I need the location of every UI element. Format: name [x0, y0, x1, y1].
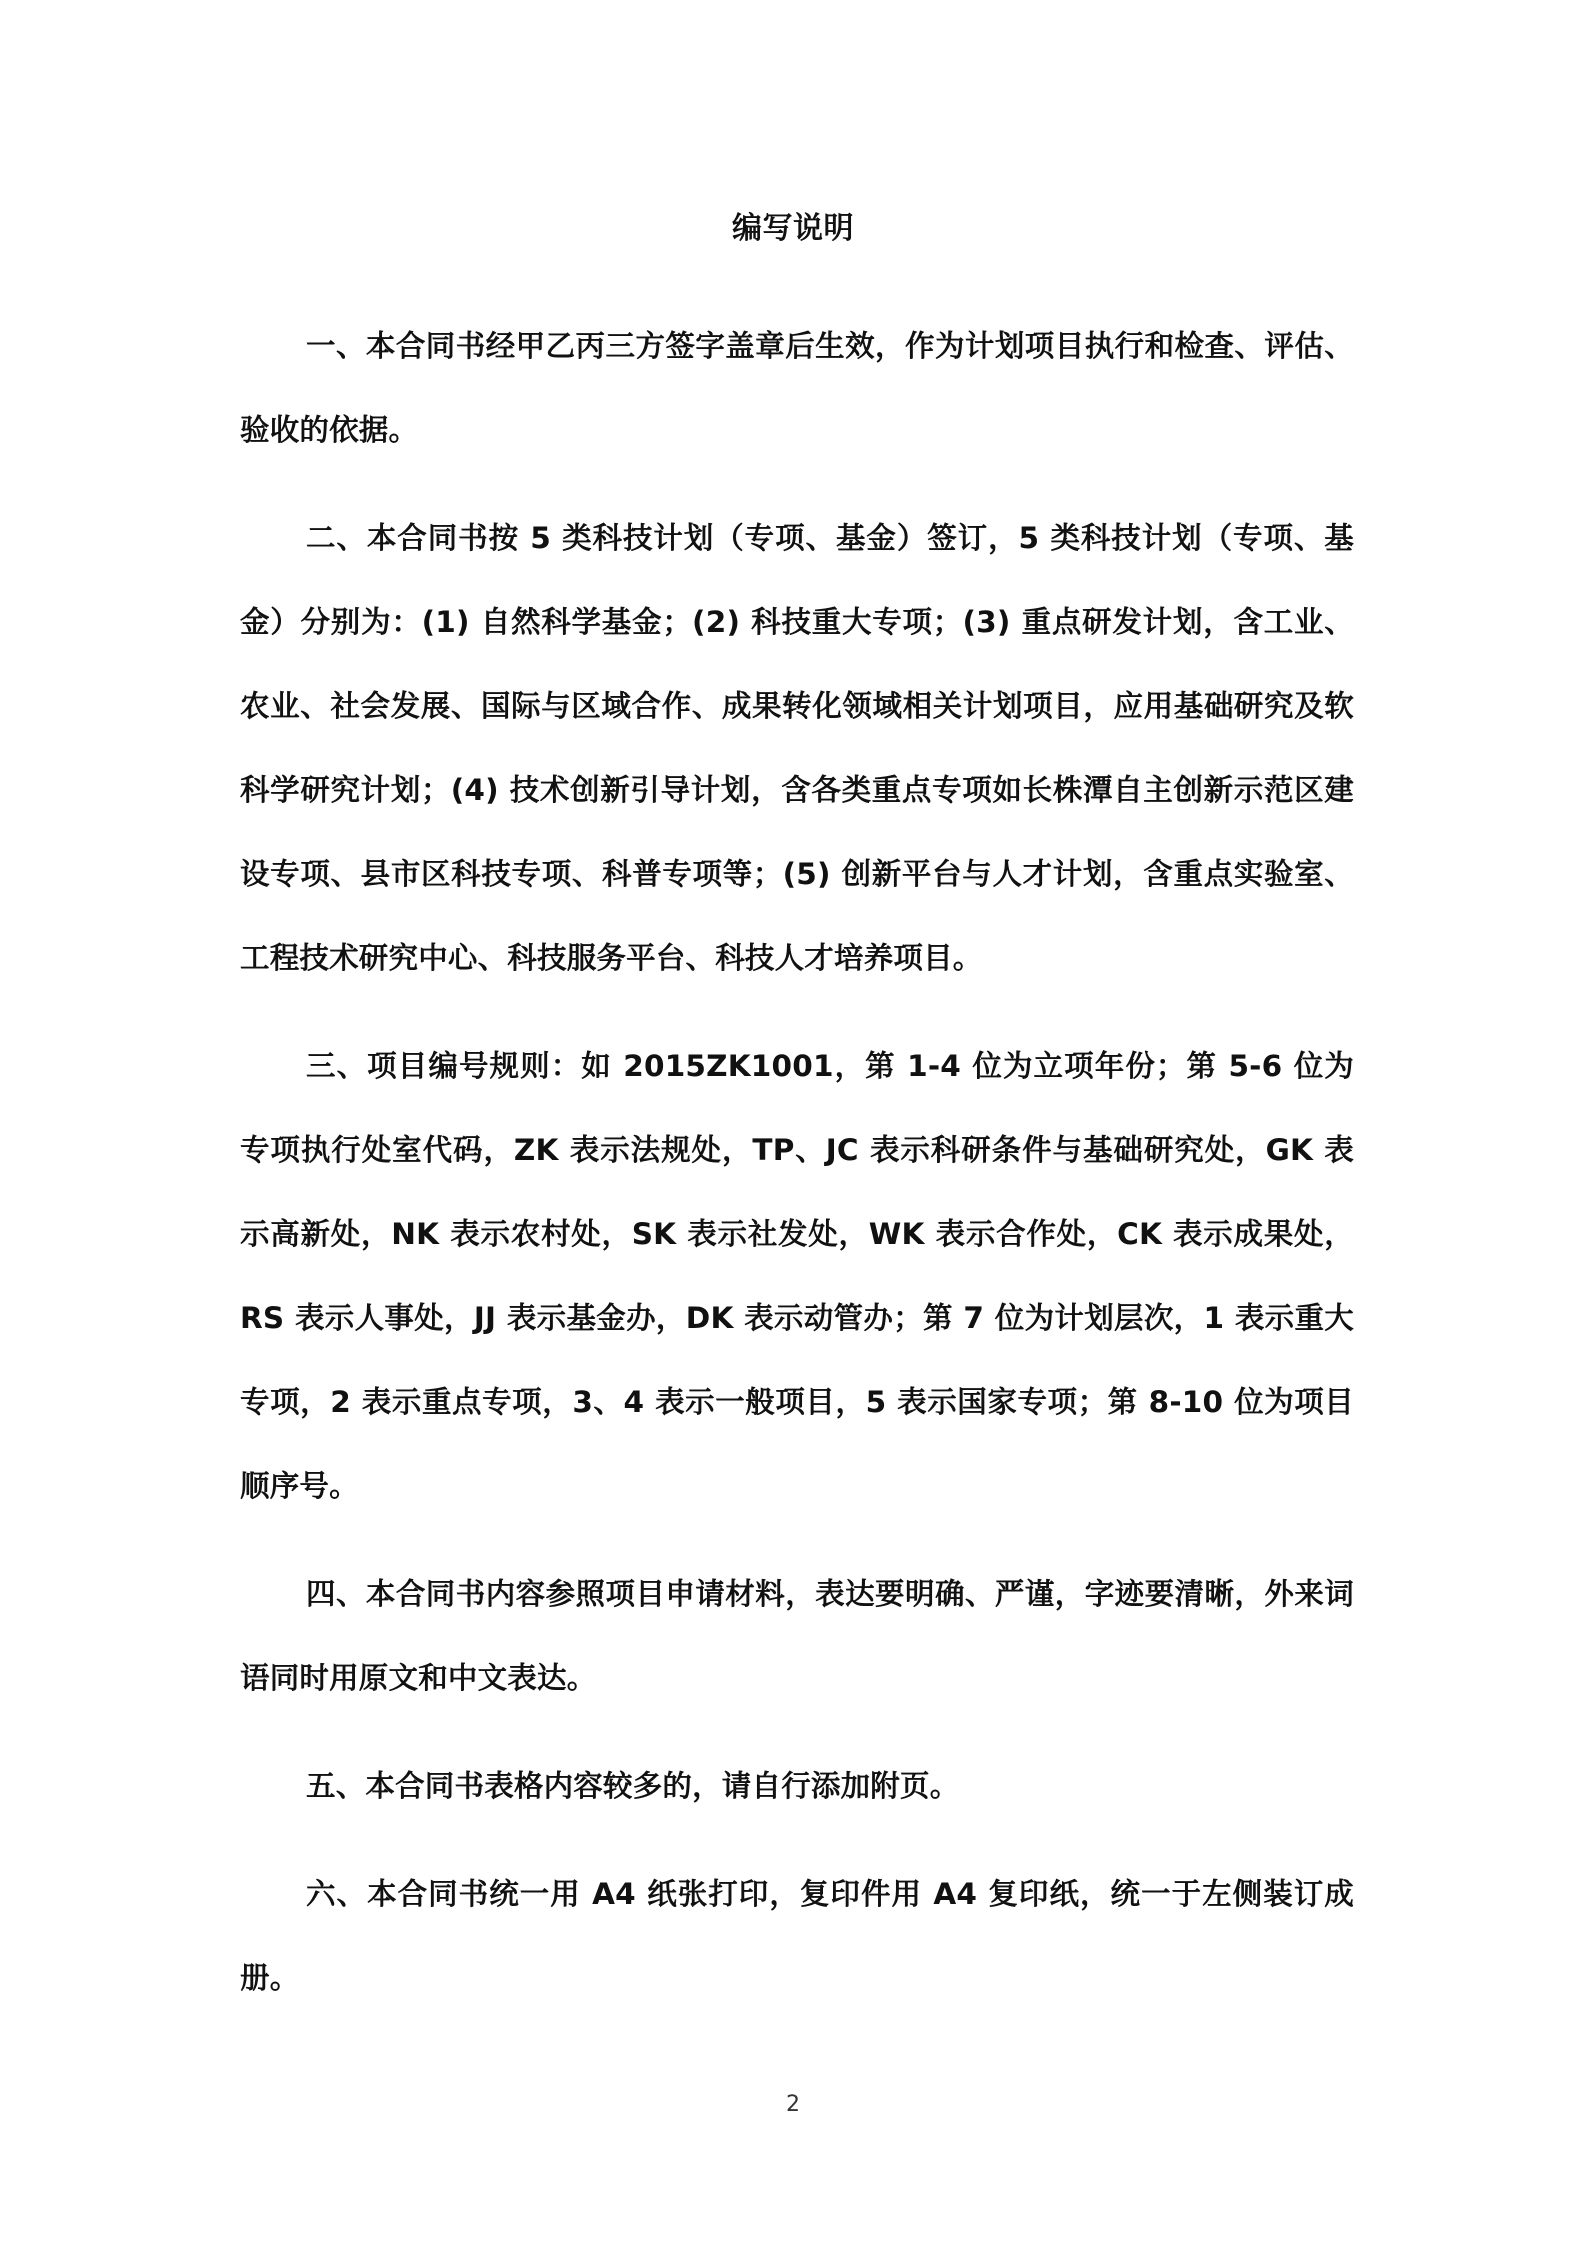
- document-body: [240, 304, 1354, 2044]
- page-title: 编写说明: [732, 211, 854, 246]
- paragraph-4: 四、本合同书内容参照项目申请材料，表达要明确、严谨，字迹要清晰，外来词语同时用原文和中文表达。: [240, 1577, 1354, 1695]
- paragraph-1: 一、本合同书经甲乙丙三方签字盖章后生效，作为计划项目执行和检查、评估、验收的依据。: [240, 329, 1354, 447]
- paragraph-5: 五、本合同书表格内容较多的，请自行添加附页。: [306, 1769, 960, 1803]
- paragraph-6: 六、本合同书统一用 A4 纸张打印，复印件用 A4 复印纸，统一于左侧装订成册。: [240, 1877, 1354, 1995]
- paragraph-3: 三、项目编号规则：如 2015ZK1001，第 1-4 位为立项年份；第 5-6 位为专项执行处室代码，ZK 表示法规处，TP、JC 表示科研条件与基础研究处，GK 表示高新处，NK 表示农村处，SK 表示社发处，WK 表示合作处，CK 表示成果处，RS 表示人事处，JJ 表示基金办，DK 表示动管办；第 7 位为计划层次，1 表示重大专项，2 表示重点专项，3、4 表示一般项目，5 表示国家专项；第 8-10 位为项目顺序号。: [240, 1049, 1354, 1503]
- page-number: 2: [786, 2092, 800, 2117]
- paragraph-2: 二、本合同书按 5 类科技计划（专项、基金）签订，5 类科技计划（专项、基金）分别为：(1) 自然科学基金；(2) 科技重大专项；(3) 重点研发计划，含工业、农业、社会发展、国际与区域合作、成果转化领域相关计划项目，应用基础研究及软科学研究计划；(4) 技术创新引导计划，含各类重点专项如长株潭自主创新示范区建设专项、县市区科技专项、科普专项等；(5) 创新平台与人才计划，含重点实验室、工程技术研究中心、科技服务平台、科技人才培养项目。: [240, 521, 1354, 975]
